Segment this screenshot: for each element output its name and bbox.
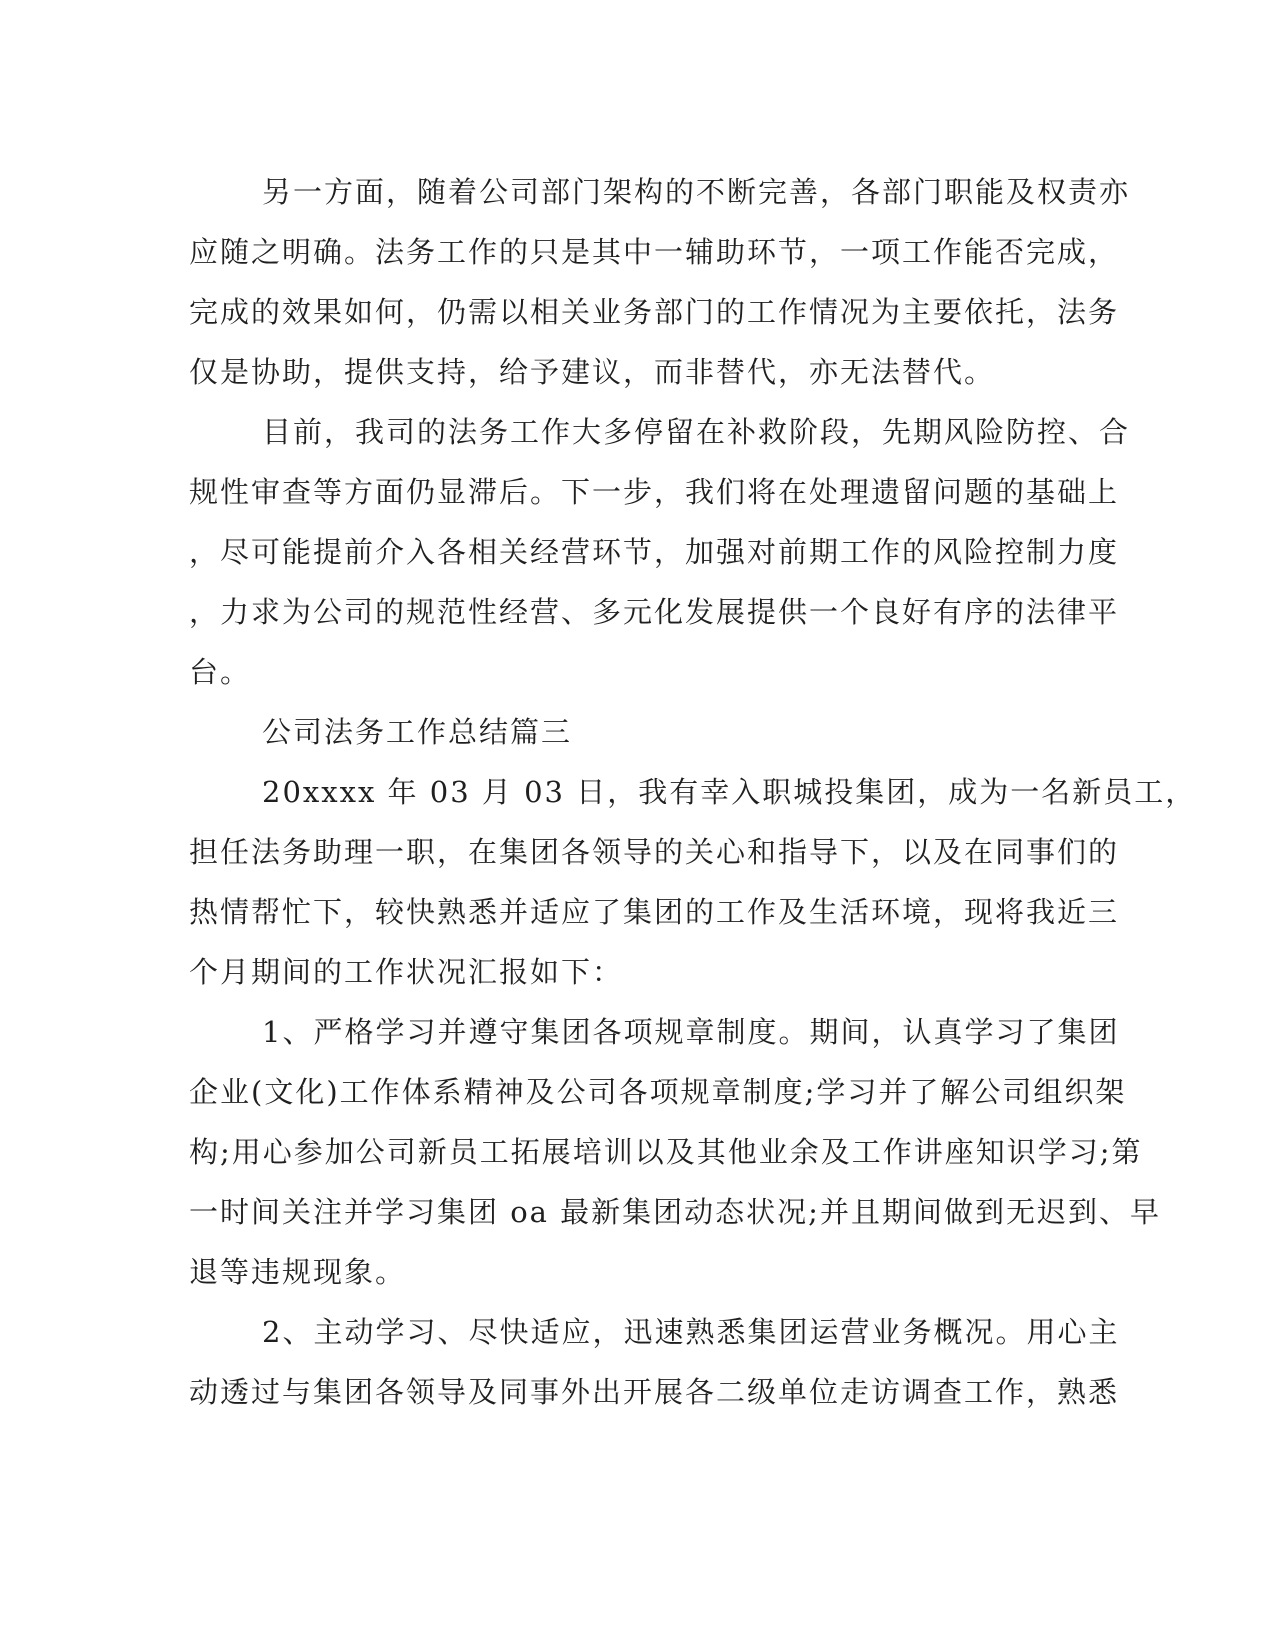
text-line: ，力求为公司的规范性经营、多元化发展提供一个良好有序的法律平: [189, 595, 1120, 629]
text-line: 退等违规现象。: [189, 1255, 407, 1289]
document-body: [189, 162, 1197, 1422]
section-title: 公司法务工作总结篇三: [262, 715, 573, 749]
paragraph: [189, 402, 1131, 702]
text-line: 1、严格学习并遵守集团各项规章制度。期间，认真学习了集团: [262, 1015, 1120, 1049]
text-line: 台。: [189, 655, 252, 689]
text-line: 目前，我司的法务工作大多停留在补救阶段，先期风险防控、合: [262, 415, 1131, 449]
section-heading: [189, 702, 1089, 762]
text-line: 一时间关注并学习集团 oa 最新集团动态状况;并且期间做到无迟到、早: [189, 1195, 1161, 1229]
text-line: 仅是协助，提供支持，给予建议，而非替代，亦无法替代。: [189, 355, 996, 389]
text-line: 规性审查等方面仍显滞后。下一步，我们将在处理遗留问题的基础上: [189, 475, 1120, 509]
text-line: 动透过与集团各领导及同事外出开展各二级单位走访调查工作，熟悉: [189, 1375, 1120, 1409]
text-line: 2、主动学习、尽快适应，迅速熟悉集团运营业务概况。用心主: [262, 1315, 1120, 1349]
text-line: 20xxxx 年 03 月 03 日，我有幸入职城投集团，成为一名新员工，: [262, 775, 1197, 809]
text-line: 另一方面，随着公司部门架构的不断完善，各部门职能及权责亦: [262, 175, 1131, 209]
text-line: 完成的效果如何，仍需以相关业务部门的工作情况为主要依托，法务: [189, 295, 1120, 329]
text-line: 个月期间的工作状况汇报如下：: [189, 955, 624, 989]
text-line: 应随之明确。法务工作的只是其中一辅助环节，一项工作能否完成，: [189, 235, 1120, 269]
text-line: 企业(文化)工作体系精神及公司各项规章制度;学习并了解公司组织架: [189, 1075, 1127, 1109]
paragraph: [189, 1002, 1161, 1302]
text-line: ，尽可能提前介入各相关经营环节，加强对前期工作的风险控制力度: [189, 535, 1120, 569]
text-line: 构;用心参加公司新员工拓展培训以及其他业余及工作讲座知识学习;第: [189, 1135, 1143, 1169]
text-line: 担任法务助理一职，在集团各领导的关心和指导下，以及在同事们的: [189, 835, 1120, 869]
paragraph: [189, 162, 1131, 402]
text-line: 热情帮忙下，较快熟悉并适应了集团的工作及生活环境，现将我近三: [189, 895, 1120, 929]
paragraph: [189, 762, 1197, 1002]
paragraph: [189, 1302, 1120, 1422]
